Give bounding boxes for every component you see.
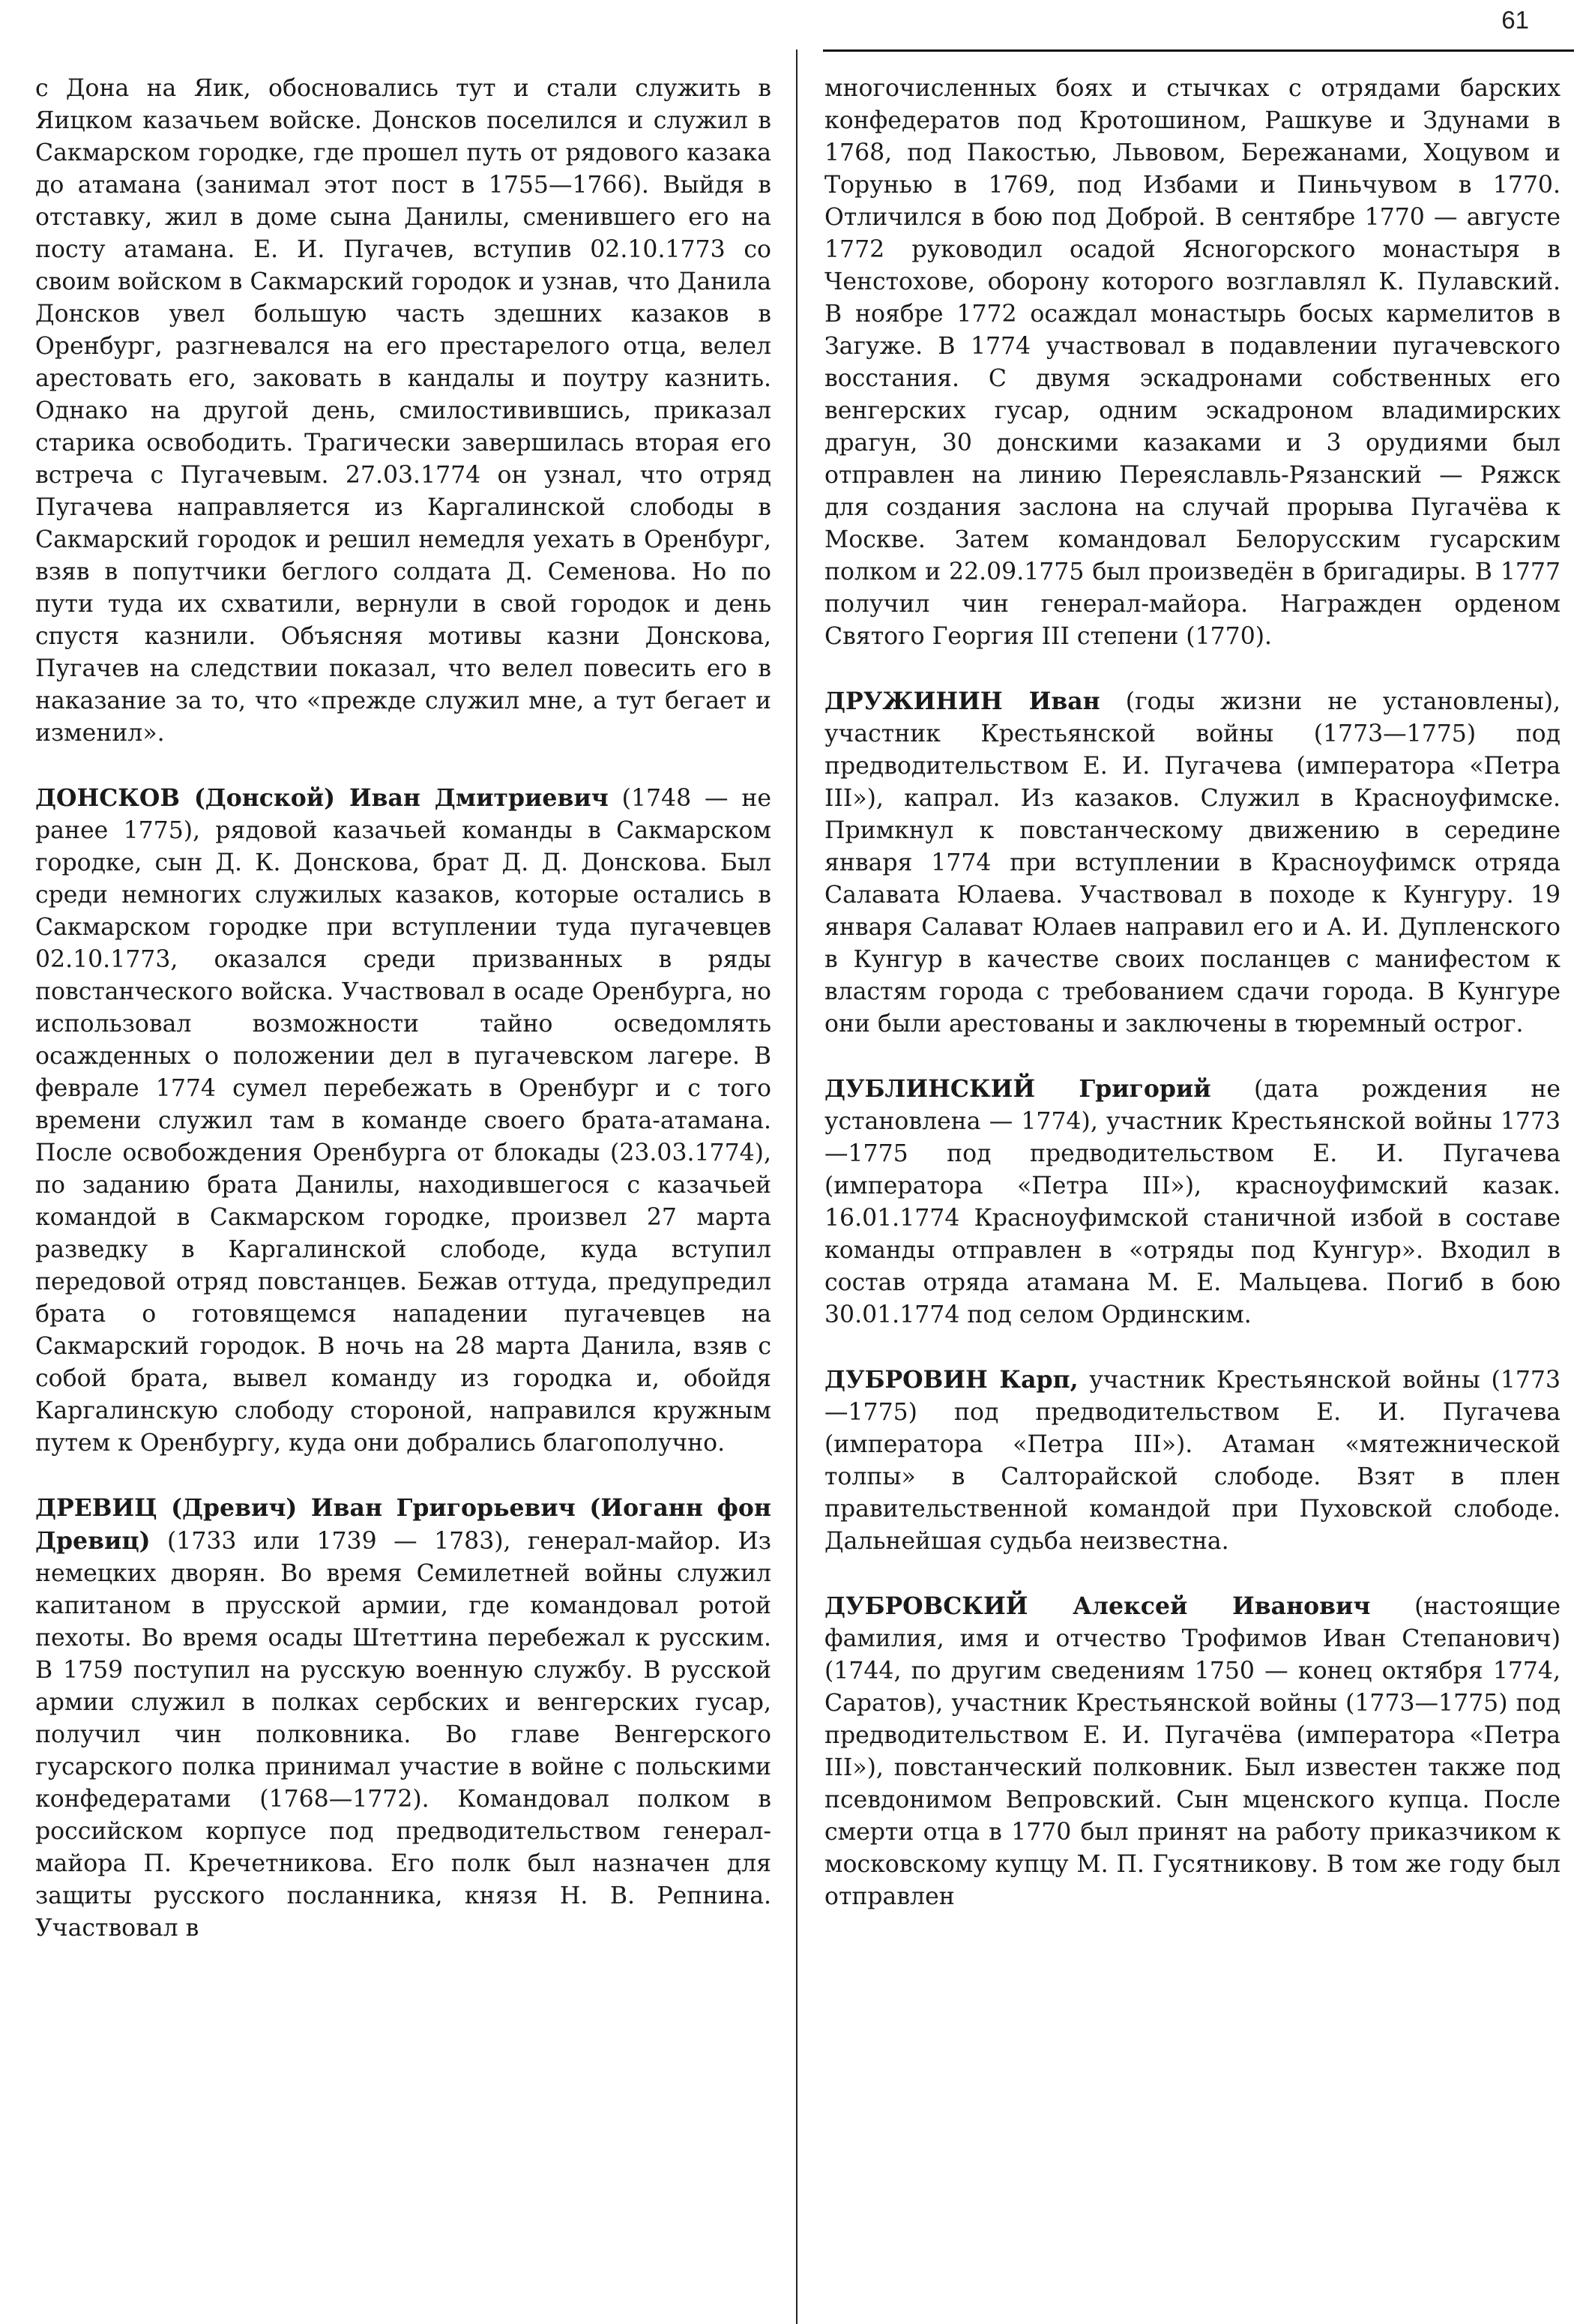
entry-text: (годы жизни не установлены), участник Крестьянской войны (1773—1775) под предводительством Е. И. Пугачева (императора «Петра III»), капрал. Из казаков. Служил в Красноуфимске. Примкнул к повстанческому движению в середине января 1774 при вступлении в Красноуфимск отряда Салавата Юлаева. Участвовал в походе к Кунгуру. 19 января Салават Юлаев направил его и А. И. Дупленского в Кунгур в качестве своих посланцев с манифестом к властям города с требованием сдачи города. В Кунгуре они были арестованы и заключены в тюремный острог. [824, 688, 1561, 1038]
entry-heading: ДУБРОВИН Карп, [824, 1366, 1079, 1394]
entry-continuation [824, 72, 1561, 653]
entry-text: участник Крестьянской войны (1773—1775) под предводительством Е. И. Пугачева (императора «Петра III»). Атаман «мятежнической толпы» в Салторайской слободе. Взят в плен правительственной командой при Пуховской слободе. Дальнейшая судьба неизвестна. [824, 1367, 1561, 1555]
left-column [35, 72, 771, 2320]
entry-text: с Дона на Яик, обосновались тут и стали служить в Яицком казачьем войске. Донсков поселился и служил в Сакмарском городке, где прошел путь от рядового казака до атамана (занимал этот пост в 1755—1766). Выйдя в отставку, жил в доме сына Данилы, сменившего его на посту атамана. Е. И. Пугачев, вступив 02.10.1773 со своим войском в Сакмарский городок и узнав, что Данила Донсков увел большую часть здешних казаков в Оренбург, разгневался на его престарелого отца, велел арестовать его, заковать в кандалы и поутру казнить. Однако на другой день, смилостивившись, приказал старика освободить. Трагически завершилась вторая его встреча с Пугачевым. 27.03.1774 он узнал, что отряд Пугачева направляется из Каргалинской слободы в Сакмарский городок и решил немедля уехать в Оренбург, взяв в попутчики беглого солдата Д. Семенова. Но по пути туда их схватили, вернули в свой городок и день спустя казнили. Объясняя мотивы казни Донскова, Пугачев на следствии показал, что велел повесить его в наказание за то, что «прежде служил мне, а тут бегает и изменил». [35, 75, 771, 747]
entry-text: многочисленных боях и стычках с отрядами барских конфедератов под Кротошином, Рашкуве и Здунами в 1768, под Пакостью, Львовом, Бережанами, Хоцувом и Торунью в 1769, под Избами и Пиньчувом в 1770. Отличился в бою под Доброй. В сентябре 1770 — августе 1772 руководил осадой Ясногорского монастыря в Ченстохове, оборону которого возглавлял К. Пулавский. В ноябре 1772 осаждал монастырь босых кармелитов в Загуже. В 1774 участвовал в подавлении пугачевского восстания. С двумя эскадронами собственных его венгерских гусар, одним эскадроном владимирских драгун, 30 донскими казаками и 3 орудиями был отправлен на линию Переяславль-Рязанский — Ряжск для создания заслона на случай прорыва Пугачёва к Москве. Затем командовал Белорусским гусарским полком и 22.09.1775 был произведён в бригадиры. В 1777 получил чин генерал-майора. Награжден орденом Святого Георгия III степени (1770). [824, 75, 1561, 650]
entry-continuation [35, 72, 771, 750]
entry-heading: ДУБРОВСКИЙ Алексей Иванович [824, 1592, 1371, 1620]
entry-heading: ДУБЛИНСКИЙ Григорий [824, 1075, 1211, 1103]
entry-heading: ДОНСКОВ (Донской) Иван Дмитриевич [35, 784, 609, 812]
entry-heading: ДРУЖИНИН Иван [824, 687, 1100, 715]
entry-text: (1748 — не ранее 1775), рядовой казачьей команды в Сакмарском городке, сын Д. К. Донскова, брат Д. Д. Донскова. Был среди немногих служилых казаков, которые остались в Сакмарском городке при вступлении туда пугачевцев 02.10.1773, оказался среди призванных в ряды повстанческого войска. Участвовал в осаде Оренбурга, но использовал возможности тайно осведомлять осажденных о положении дел в пугачевском лагере. В феврале 1774 сумел перебежать в Оренбург и с того времени служил там в команде своего брата-атамана. После освобождения Оренбурга от блокады (23.03.1774), по заданию брата Данилы, находившегося с казачьей командой в Сакмарском городке, произвел 27 марта разведку в Каргалинской слободе, куда вступил передовой отряд повстанцев. Бежав оттуда, предупредил брата о готовящемся нападении пугачевцев на Сакмарский городок. В ночь на 28 марта Данила, взяв с собой брата, вывел команду из городка и, обойдя Каргалинскую слободу стороной, направился кружным путем к Оренбургу, куда они добрались благополучно. [35, 785, 771, 1457]
entry-druzhinin [824, 685, 1561, 1041]
entry-text: (1733 или 1739 — 1783), генерал-майор. Из немецких дворян. Во время Семилетней войны служил капитаном в прусской армии, где командовал ротой пехоты. Во время осады Штеттина перебежал к русским. В 1759 поступил на русскую военную службу. В русской армии служил в полках сербских и венгерских гусар, получил чин полковника. Во главе Венгерского гусарского полка принимал участие в войне с польскими конфедератами (1768—1772). Командовал полком в российском корпусе под предводительством генерал-майора П. Кречетникова. Его полк был назначен для защиты русского посланника, князя Н. В. Репнина. Участвовал в [35, 1528, 771, 1942]
column-divider [796, 49, 797, 2324]
entry-text: (дата рождения не установлена — 1774), участник Крестьянской войны 1773—1775 под предводительством Е. И. Пугачева (императора «Петра III»), красноуфимский казак. 16.01.1774 Красноуфимской станичной избой в составе команды отправлен в «отряды под Кунгур». Входил в состав отряда атамана М. Е. Мальцева. Погиб в бою 30.01.1774 под селом Ординским. [824, 1076, 1561, 1328]
page-number: 61 [1501, 6, 1529, 34]
entry-heading: ДРЕВИЦ (Древич) Иван Григорьевич (Иоганн фон Древиц) [35, 1494, 771, 1555]
header-rule [823, 49, 1574, 52]
entry-dublinsky [824, 1073, 1561, 1331]
entry-donskov-ivan [35, 782, 771, 1460]
entry-drevits [35, 1492, 771, 1945]
entry-dubrovsky [824, 1590, 1561, 1913]
entry-text: (настоящие фамилия, имя и отчество Трофимов Иван Степанович) (1744, по другим сведениям 1750 — конец октября 1774, Саратов), участник Крестьянской войны (1773—1775) под предводительством Е. И. Пугачёва (императора «Петра III»), повстанческий полковник. Был известен также под псевдонимом Вепровский. Сын мценского купца. После смерти отца в 1770 был принят на работу приказчиком к московскому купцу М. П. Гусятникову. В том же году был отправлен [824, 1593, 1561, 1910]
entry-dubrovin [824, 1364, 1561, 1558]
right-column [824, 72, 1561, 2320]
